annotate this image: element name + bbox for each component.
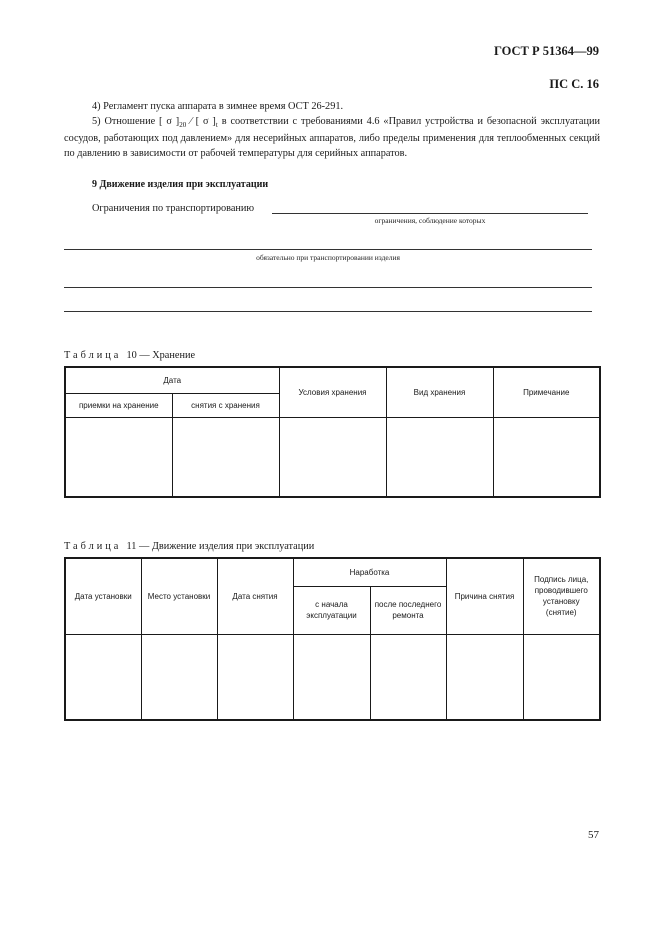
table-11-cell[interactable] (293, 634, 370, 720)
table-10-cell[interactable] (172, 417, 279, 497)
table-10-col-note: Примечание (493, 367, 600, 417)
table-11-col-install-date: Дата установки (65, 558, 141, 634)
table-10-col-removal: снятия с хранения (172, 393, 279, 417)
restriction-fill-line-2[interactable] (64, 249, 592, 250)
restriction-fill-line-3[interactable] (64, 287, 592, 288)
table-11-cell[interactable] (370, 634, 446, 720)
table-11-operation (64, 557, 601, 721)
table-11-caption-word: Таблица (64, 541, 122, 552)
section-9-title: 9 Движение изделия при эксплуатации (92, 179, 269, 190)
table-10-cell[interactable] (386, 417, 493, 497)
standard-number: ГОСТ Р 51364—99 (493, 44, 599, 58)
note-5 (64, 115, 600, 162)
restriction-fill-line-4[interactable] (64, 311, 592, 312)
table-10-cell[interactable] (65, 417, 172, 497)
table-11-col-removal-date: Дата снятия (217, 558, 293, 634)
table-11-col-after-repair: после последнего ремонта (370, 586, 446, 634)
table-10-col-conditions: Условия хранения (279, 367, 386, 417)
table-11-cell[interactable] (141, 634, 217, 720)
table-10-caption-word: Таблица (64, 350, 122, 361)
restriction-label: Ограничения по транспортированию (92, 203, 255, 214)
table-row (65, 634, 600, 720)
table-11-group-runtime: Наработка (293, 558, 446, 586)
table-11-cell[interactable] (65, 634, 141, 720)
table-10-cell[interactable] (279, 417, 386, 497)
page-number: 57 (588, 829, 599, 841)
table-10-storage (64, 366, 601, 498)
table-11-caption-text: 11 — Движение изделия при эксплуатации (126, 541, 315, 552)
table-11-col-since-start: с начала эксплуатации (293, 586, 370, 634)
table-10-col-receipt: приемки на хранение (65, 393, 172, 417)
table-11-col-reason: Причина снятия (446, 558, 523, 634)
notes-paragraphs (64, 100, 600, 161)
restriction-fill-line-1[interactable] (272, 213, 588, 214)
table-10-caption-text: 10 — Хранение (126, 350, 196, 361)
table-10-col-type: Вид хранения (386, 367, 493, 417)
table-11-caption (64, 541, 314, 552)
table-10-caption (64, 350, 195, 361)
table-10-cell[interactable] (493, 417, 600, 497)
note-4: 4) Регламент пуска аппарата в зимнее время ОСТ 26-291. (92, 101, 344, 112)
table-row (65, 417, 600, 497)
restriction-note-2: обязательно при транспортировании изделия (256, 253, 400, 262)
table-11-cell[interactable] (523, 634, 600, 720)
table-11-col-signature: Подпись лица, проводившего установку (снятие) (523, 558, 600, 634)
table-10-group-date: Дата (65, 367, 279, 393)
table-11-cell[interactable] (446, 634, 523, 720)
note-5-subscript-20: 20 (179, 120, 187, 129)
table-11-col-place: Место установки (141, 558, 217, 634)
note-5-subscript-t: t (215, 120, 218, 129)
note-5-rest: в соответствии с требованиями 4.6 «Правил устройства и безопасной эксплуатации сосудов, работающих под давлением» для несерийных аппаратов, либо пределы применения для теплообменных секций по давлению в зависимости от рабочей температуры для серийных аппаратов. (64, 115, 600, 159)
table-11-cell[interactable] (217, 634, 293, 720)
note-5-mid: ⁄ [ σ ] (186, 115, 216, 127)
note-5-start: 5) Отношение [ σ ] (92, 115, 180, 127)
restriction-note-1: ограничения, соблюдение которых (374, 216, 486, 225)
appendix-page-label: ПС С. 16 (549, 77, 599, 91)
